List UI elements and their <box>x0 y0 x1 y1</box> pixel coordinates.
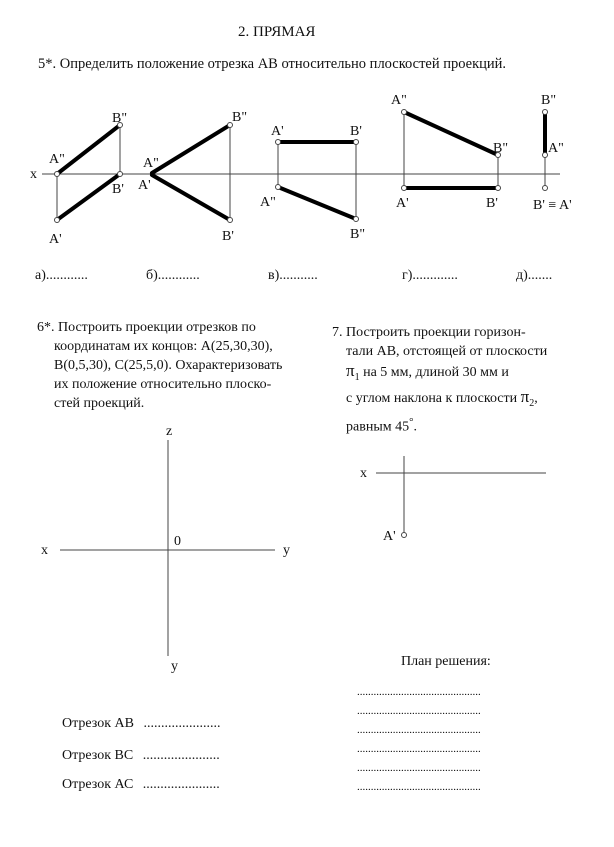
task7-text: . <box>413 419 417 435</box>
task7-line <box>332 387 547 413</box>
point <box>118 172 123 177</box>
point <box>543 153 548 158</box>
task6-line: координатам их концов: A(25,30,30), <box>54 339 273 354</box>
label: B" <box>112 111 128 126</box>
axis-label-x: x <box>41 543 48 558</box>
label: B" <box>493 141 509 156</box>
plan-line[interactable]: ............................................. <box>357 686 481 698</box>
figure-c <box>260 124 365 242</box>
task7-text: на 5 мм, длиной 30 мм и <box>359 365 509 380</box>
task6-statement <box>37 318 282 413</box>
label: B' ≡ A' <box>533 198 572 213</box>
task6-line: стей проекций. <box>54 396 145 411</box>
segment-ab-row <box>62 717 220 731</box>
figure-a <box>49 111 127 247</box>
point <box>496 186 501 191</box>
subscript: 1 <box>354 371 360 383</box>
point <box>543 186 548 191</box>
answer-c: в)........... <box>268 268 318 283</box>
label: B" <box>232 110 248 125</box>
answer-b: б)............ <box>146 268 200 283</box>
page-title: 2. ПРЯМАЯ <box>238 24 316 40</box>
figure-b <box>138 110 247 244</box>
label: A" <box>391 93 407 108</box>
plan-title: План решения: <box>401 654 491 669</box>
figure-d <box>391 93 508 211</box>
task7-line: 7. Построить проекции горизон- <box>332 325 526 340</box>
task7-text: с углом наклона к плоскости <box>346 390 521 406</box>
task6-line: 6*. Построить проекции отрезков по <box>37 320 256 335</box>
label: B" <box>350 227 366 242</box>
figure-e <box>533 93 572 213</box>
point <box>276 185 281 190</box>
segment-label: Отрезок АС <box>62 777 134 792</box>
label: A" <box>260 195 276 210</box>
subscript: 2 <box>529 397 535 409</box>
point <box>276 140 281 145</box>
label: B' <box>486 196 498 211</box>
point <box>55 218 60 223</box>
segment-bc-row <box>62 749 220 763</box>
task7-line <box>332 361 547 387</box>
plan-line[interactable]: ............................................. <box>357 762 481 774</box>
task7-axis-label: x <box>360 466 367 481</box>
point-a-label: A' <box>383 529 396 544</box>
segment-horizontal <box>152 175 230 220</box>
point <box>354 140 359 145</box>
segment-frontal <box>278 187 356 219</box>
point <box>543 110 548 115</box>
segment-answer-field[interactable]: ...................... <box>143 716 221 731</box>
axis-label-z: z <box>166 424 173 439</box>
segment-answer-field[interactable]: ...................... <box>142 748 220 763</box>
segment-frontal <box>404 112 498 155</box>
label: B' <box>112 182 124 197</box>
task7-drawing <box>360 456 546 544</box>
plan-line[interactable]: ............................................. <box>357 743 481 755</box>
plan-line[interactable]: ............................................. <box>357 705 481 717</box>
plan-line[interactable]: ............................................. <box>357 781 481 793</box>
label: A" <box>49 152 65 167</box>
label: B" <box>541 93 557 108</box>
label: A" <box>143 156 159 171</box>
axis-label-y-bottom: y <box>171 659 178 674</box>
task5-axis-label: x <box>30 167 37 182</box>
answer-d: г)............. <box>402 268 458 283</box>
point <box>402 110 407 115</box>
task7-line <box>332 413 547 437</box>
point-a <box>402 533 407 538</box>
label: A' <box>271 124 284 139</box>
pi-symbol: π <box>346 361 355 380</box>
point <box>228 218 233 223</box>
pi-symbol: π <box>520 386 530 406</box>
task5-statement: 5*. Определить положение отрезка АВ относительно плоскостей проекций. <box>38 56 507 72</box>
label: B' <box>350 124 362 139</box>
point <box>55 172 60 177</box>
label: A' <box>138 178 151 193</box>
segment-label: Отрезок АВ <box>62 716 134 731</box>
task7-statement <box>332 323 547 436</box>
segment-ac-row <box>62 778 220 792</box>
segment-answer-field[interactable]: ...................... <box>142 777 220 792</box>
degree-sign: ° <box>409 415 414 428</box>
answer-a: а)............ <box>35 268 88 283</box>
task6-line: их положение относительно плоско- <box>54 377 272 392</box>
task7-line: тали АВ, отстоящей от плоскости <box>346 344 548 359</box>
origin-label: 0 <box>174 534 181 549</box>
point <box>354 217 359 222</box>
axis-label-y: y <box>283 543 290 558</box>
segment-horizontal <box>57 174 120 220</box>
task7-text: равным 45 <box>346 419 410 435</box>
label: A" <box>548 141 564 156</box>
segment-frontal <box>57 125 120 174</box>
segment-frontal <box>152 125 230 173</box>
label: B' <box>222 229 234 244</box>
task6-axes <box>41 424 290 674</box>
label: A' <box>49 232 62 247</box>
task7-text: , <box>534 390 538 406</box>
task6-line: B(0,5,30), C(25,5,0). Охарактеризовать <box>54 358 283 373</box>
answer-e: д)....... <box>516 268 553 283</box>
segment-label: Отрезок ВС <box>62 748 134 763</box>
point <box>402 186 407 191</box>
plan-line[interactable]: ............................................. <box>357 724 481 736</box>
label: A' <box>396 196 409 211</box>
